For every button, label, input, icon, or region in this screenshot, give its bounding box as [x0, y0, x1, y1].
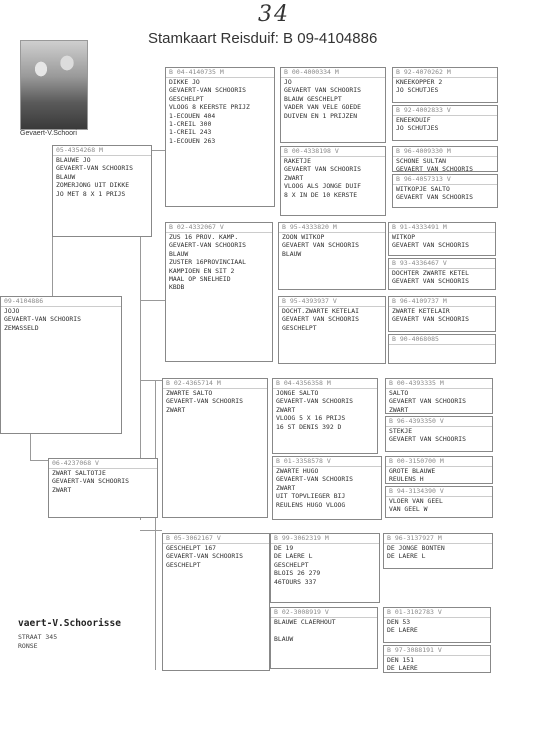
owner-name: vaert-V.Schoorisse: [18, 618, 121, 629]
pigeon-info: GEVAERT-VAN SCHOORIS: [276, 397, 353, 406]
pigeon-info: ZWART: [389, 405, 409, 414]
pigeon-info: VLOOG 5 X 16 PRIJS: [276, 414, 346, 423]
pedigree-box: [48, 458, 158, 518]
pedigree-box: [385, 378, 493, 414]
connector-line: [140, 530, 162, 531]
pigeon-info: GEVAERT VAN SCHOORIS: [389, 435, 466, 444]
ring-number: B 02-4332067 V: [166, 223, 272, 233]
pigeon-name: DIKKE JO: [169, 78, 200, 86]
pedigree-box: [392, 146, 498, 172]
pedigree-box: [383, 533, 493, 569]
pigeon-info: 8 X IN DE 10 KERSTE: [284, 190, 358, 199]
pigeon-info: UIT TOPVLIEGER BIJ: [276, 492, 346, 501]
pigeon-info: GEVAERT VAN SCHOORIS: [392, 241, 469, 250]
pigeon-info: JO SCHUTJES: [396, 86, 439, 95]
connector-line: [155, 380, 156, 670]
pigeon-info: DE LAERE: [387, 626, 418, 635]
pigeon-info: 1-ECOUEN 263: [169, 136, 216, 145]
pigeon-info: GEVAERT VAN SCHOORIS: [282, 241, 359, 250]
pigeon-info: MAAL OP SNELHEID: [169, 274, 231, 283]
pigeon-info: GEVAERT VAN SCHOORIS: [392, 315, 469, 324]
pigeon-name: ZWARTE KETELAIR: [392, 307, 450, 315]
pigeon-info: DUIVEN EN 1 PRIJZEN: [284, 111, 358, 120]
pedigree-box-subject: [0, 296, 122, 434]
photo-caption: Gevaert-V.Schoori: [20, 130, 77, 137]
pedigree-box: [383, 607, 491, 643]
pigeon-info: KAMPIOEN EN SIT 2: [169, 266, 235, 275]
pigeon-name: JO: [284, 78, 292, 86]
pigeon-info: REULENS H: [389, 475, 424, 484]
pigeon-info: 46TOURS 337: [274, 577, 317, 586]
pedigree-box: [392, 174, 498, 208]
ring-number: B 01-3358578 V: [273, 457, 381, 467]
ring-number: B 96-4009330 M: [393, 147, 497, 157]
pigeon-info: ZWART: [276, 483, 296, 492]
page-title: Stamkaart Reisduif: B 09-4104886: [148, 30, 378, 47]
pigeon-name: WITKOPJE SALTO: [396, 185, 450, 193]
pigeon-info: BLAUW GESCHELPT: [284, 94, 342, 103]
pedigree-box: [280, 146, 386, 216]
owner-city: RONSE: [18, 642, 38, 650]
ring-number: B 92-4070262 M: [393, 68, 497, 78]
pedigree-box: [392, 67, 498, 103]
pedigree-box: [162, 378, 268, 518]
pigeon-info: GEVAERT VAN SCHOORIS: [396, 193, 473, 202]
pigeon-name: DOCHT.ZWARTE KETELAI: [282, 307, 359, 315]
pedigree-box: [388, 258, 496, 290]
pedigree-box: [385, 486, 493, 518]
pigeon-info: DE LAERE: [387, 664, 418, 673]
ring-number: 05-4354268 M: [53, 146, 151, 156]
pigeon-info: 16 ST DENIS 392 D: [276, 422, 342, 431]
pigeon-name: DEN 151: [387, 656, 414, 664]
owner-photo: [20, 40, 88, 130]
ring-number: B 96-4109737 M: [389, 297, 495, 307]
pedigree-box: [272, 456, 382, 520]
pigeon-name: DE 19: [274, 544, 294, 552]
pigeon-name: ZWART SALTOTJE: [52, 469, 106, 477]
pigeon-info: BLAUW: [169, 249, 189, 258]
pedigree-box: [278, 296, 386, 364]
pigeon-info: GEVAERT-VAN SCHOORIS: [166, 397, 243, 406]
pigeon-info: VAN GEEL W: [389, 505, 428, 514]
pigeon-info: DE LAERE L: [274, 552, 313, 561]
pigeon-info: GEVAERT VAN SCHOORIS: [284, 165, 361, 174]
ring-number: B 00-4000334 M: [281, 68, 385, 78]
pigeon-info: GEVAERT VAN SCHOORIS: [396, 165, 473, 172]
pigeon-info: GEVAERT-VAN SCHOORIS: [166, 552, 243, 561]
pedigree-box: [272, 378, 378, 454]
ring-number: B 99-3062319 M: [271, 534, 379, 544]
pigeon-info: JO MET 8 X 1 PRIJS: [56, 189, 126, 198]
pigeon-info: GESCHELPT: [166, 560, 201, 569]
pigeon-info: ZWART: [166, 405, 186, 414]
pigeon-info: GEVAERT-VAN SCHOORIS: [4, 315, 81, 324]
pigeon-info: GEVAERT VAN SCHOORIS: [282, 315, 359, 324]
ring-number: B 97-3088191 V: [384, 646, 490, 656]
pigeon-info: ZWART: [52, 485, 72, 494]
pigeon-info: KBDB: [169, 283, 185, 292]
ring-number: B 95-4333820 M: [279, 223, 385, 233]
pigeon-info: GESCHELPT: [282, 323, 317, 332]
pigeon-info: ZOMERJONG UIT DIKKE: [56, 181, 130, 190]
ring-number: B 00-3150700 M: [386, 457, 492, 467]
pigeon-info: VLOOG ALS JONGE DUIF: [284, 182, 361, 191]
pigeon-info: 1-CREIL 300: [169, 119, 212, 128]
ring-number: B 96-4393350 V: [386, 417, 492, 427]
pigeon-info: ZUSTER 16PROVINCIAAL: [169, 258, 246, 267]
connector-line: [30, 434, 31, 460]
pigeon-name: DE JONGE BONTEN: [387, 544, 445, 552]
pigeon-info: ZWART: [276, 405, 296, 414]
pigeon-name: ZUS 16 PROV. KAMP.: [169, 233, 239, 241]
pigeon-name: DOCHTER ZWARTE KETEL: [392, 269, 469, 277]
connector-line: [140, 380, 162, 381]
pedigree-box: [385, 416, 493, 452]
ring-number: B 05-3062167 V: [163, 534, 269, 544]
pigeon-name: RAKETJE: [284, 157, 311, 165]
ring-number: B 04-4140735 M: [166, 68, 274, 78]
pigeon-info: GEVAERT VAN SCHOORIS: [389, 397, 466, 406]
pigeon-info: 1-CREIL 243: [169, 128, 212, 137]
pigeon-name: ENEEKDUIF: [396, 116, 431, 124]
ring-number: B 04-4356358 M: [273, 379, 377, 389]
pigeon-info: VADER VAN VELE GOEDE: [284, 103, 361, 112]
ring-number: B 91-4333491 M: [389, 223, 495, 233]
pedigree-box: [270, 533, 380, 603]
pigeon-name: ZWARTE HUGO: [276, 467, 319, 475]
pedigree-box: [388, 296, 496, 332]
pigeon-info: 1-ECOUEN 404: [169, 111, 216, 120]
pigeon-info: BLOIS 26 279: [274, 569, 321, 578]
ring-number: B 94-3134390 V: [386, 487, 492, 497]
pigeon-name: BLAUWE CLAERHOUT: [274, 618, 336, 626]
ring-number: B 01-3102783 V: [384, 608, 490, 618]
pigeon-info: DE LAERE L: [387, 552, 426, 561]
pigeon-name: ZOON WITKOP: [282, 233, 325, 241]
pedigree-box: [383, 645, 491, 673]
ring-number: B 96-4057313 V: [393, 175, 497, 185]
pigeon-info: GEVAERT-VAN SCHOORIS: [169, 241, 246, 250]
ring-number: B 90-4068085: [389, 335, 495, 345]
pedigree-box: [165, 67, 275, 207]
ring-number: B 95-4393937 V: [279, 297, 385, 307]
pigeon-name: SCHONE SULTAN: [396, 157, 447, 165]
connector-line: [30, 460, 50, 461]
pigeon-name: SALTO: [389, 389, 409, 397]
ring-number: B 00-4338198 V: [281, 147, 385, 157]
pigeon-info: GEVAERT-VAN SCHOORIS: [276, 475, 353, 484]
pigeon-info: REULENS HUGO VLOOG: [276, 500, 346, 509]
pigeon-name: BLAUWE JO: [56, 156, 91, 164]
pigeon-name: VLOER VAN GEEL: [389, 497, 443, 505]
ring-number: B 93-4336467 V: [389, 259, 495, 269]
pigeon-name: ZWARTE SALTO: [166, 389, 213, 397]
pigeon-info: BLAUW: [282, 249, 302, 258]
pedigree-box: [52, 145, 152, 237]
pedigree-box: [270, 607, 378, 669]
pedigree-box: [280, 67, 386, 143]
pigeon-info: BLAUW: [56, 172, 76, 181]
pigeon-name: GROTE BLAUWE: [389, 467, 436, 475]
pigeon-name: KNEEKOPPER 2: [396, 78, 443, 86]
ring-number: 09-4104886: [1, 297, 121, 307]
pigeon-info: GEVAERT VAN SCHOORIS: [284, 86, 361, 95]
ring-number: B 00-4393335 M: [386, 379, 492, 389]
pedigree-box: [165, 222, 273, 362]
pigeon-name: JOJO: [4, 307, 20, 315]
ring-number: B 92-4002833 V: [393, 106, 497, 116]
pedigree-box: [388, 334, 496, 364]
pigeon-info: GEVAERT-VAN SCHOORIS: [169, 86, 246, 95]
pigeon-info: JO SCHUTJES: [396, 124, 439, 133]
pigeon-name: GESCHELPT 167: [166, 544, 217, 552]
pedigree-box: [162, 533, 270, 671]
connector-line: [140, 300, 165, 301]
pigeon-info: GEVAERT-VAN SCHOORIS: [52, 477, 129, 486]
pigeon-info: GESCHELPT: [274, 560, 309, 569]
pigeon-info: GEVAERT-VAN SCHOORIS: [56, 164, 133, 173]
ring-number: 06-4237068 V: [49, 459, 157, 469]
pedigree-box: [388, 222, 496, 256]
pigeon-info: VLOOG 8 KEERSTE PRIJZ: [169, 103, 250, 112]
pigeon-info: ZWART: [284, 173, 304, 182]
pigeon-name: WITKOP: [392, 233, 416, 241]
pigeon-info: GESCHELPT: [169, 94, 204, 103]
pigeon-info: BLAUW: [274, 634, 294, 643]
ring-number: B 96-3137927 M: [384, 534, 492, 544]
pigeon-name: JONGE SALTO: [276, 389, 319, 397]
pigeon-name: DEN 53: [387, 618, 411, 626]
pigeon-info: [274, 626, 375, 634]
ring-number: B 02-3008919 V: [271, 608, 377, 618]
pigeon-name: STEKJE: [389, 427, 413, 435]
handwritten-number: 34: [258, 2, 290, 27]
pigeon-info: ZEMASSELD: [4, 323, 39, 332]
owner-street: STRAAT 345: [18, 633, 58, 641]
pedigree-box: [278, 222, 386, 290]
pedigree-box: [392, 105, 498, 141]
pedigree-box: [385, 456, 493, 484]
pigeon-info: GEVAERT VAN SCHOORIS: [392, 277, 469, 286]
ring-number: B 02-4365714 M: [163, 379, 267, 389]
